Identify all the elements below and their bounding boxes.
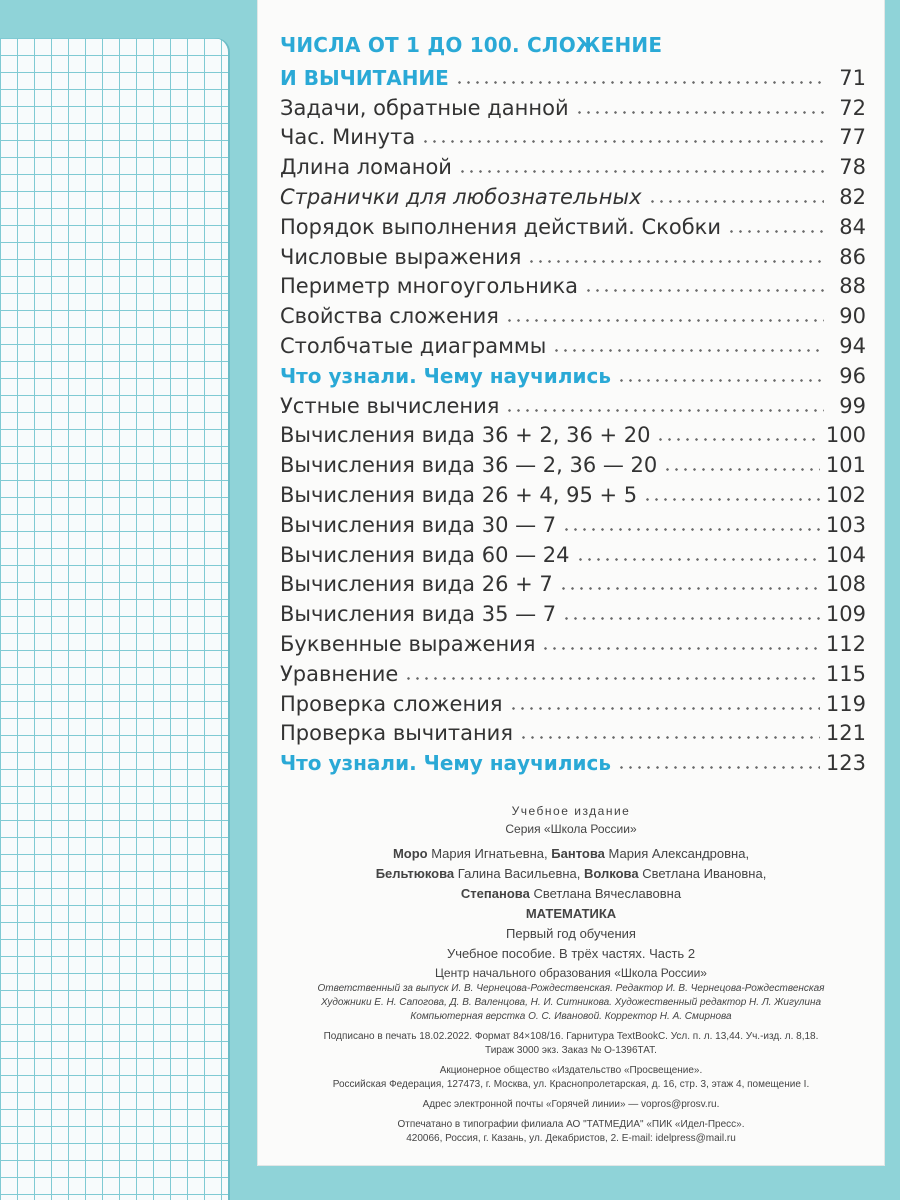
toc-entry-page: 96 — [839, 363, 866, 388]
toc-entry — [280, 537, 866, 567]
toc-entry-page: 109 — [825, 602, 866, 627]
toc-entry-page: 90 — [839, 304, 866, 329]
dot-leader — [575, 111, 824, 114]
toc-entry-page: 94 — [839, 333, 866, 358]
dot-leader — [562, 617, 820, 620]
graph-paper-sheet — [0, 38, 228, 1200]
dot-leader — [509, 707, 820, 710]
dot-leader — [617, 379, 824, 382]
toc-entry-title: Вычисления вида 26 + 7 — [280, 572, 553, 597]
toc-entry — [280, 90, 866, 120]
toc-entry-page: 82 — [839, 184, 866, 209]
dot-leader — [656, 438, 819, 441]
author-surname: Бельтюкова — [375, 866, 455, 881]
toc-entry-page: 121 — [825, 721, 866, 746]
author-surname: Волкова — [583, 866, 639, 881]
toc-entry-title: Вычисления вида 36 — 2, 36 — 20 — [280, 453, 658, 478]
author-given-names: Светлана Ивановна, — [638, 866, 767, 881]
dot-leader — [455, 81, 824, 84]
toc-entry-title: Уравнение — [280, 661, 399, 686]
staff-line-3: Компьютерная верстка О. С. Ивановой. Корректор Н. А. Смирнова — [410, 1011, 732, 1022]
toc-entry — [280, 716, 866, 746]
dot-leader — [643, 498, 820, 501]
toc-entry-title: Задачи, обратные данной — [280, 95, 569, 120]
toc-entry-page: 112 — [825, 631, 866, 656]
toc-entry-title: Устные вычисления — [280, 393, 500, 418]
dot-leader — [505, 319, 824, 322]
toc-entry-page: 102 — [825, 482, 866, 507]
staff-line-1: Ответственный за выпуск И. В. Чернецова-Рождественская. Редактор И. В. Чернецова-Рождественская — [317, 983, 825, 994]
dot-leader — [584, 289, 824, 292]
book-page — [258, 0, 884, 1165]
edition-info: Учебное пособие. В трёх частях. Часть 2 — [446, 946, 696, 961]
toc-entry-title: Вычисления вида 35 — 7 — [280, 602, 557, 627]
toc-entry-title: Периметр многоугольника — [280, 274, 579, 299]
toc-entry — [280, 418, 866, 448]
toc-entry-title: Порядок выполнения действий. Скобки — [280, 214, 721, 239]
toc-entry-page: 77 — [839, 125, 866, 150]
toc-entry-page: 108 — [825, 572, 866, 597]
toc-section-heading: ЧИСЛА ОТ 1 ДО 100. СЛОЖЕНИЕ — [280, 33, 663, 57]
dot-leader — [576, 558, 820, 561]
author-line — [258, 864, 884, 884]
toc-entry-title: Вычисления вида 30 — 7 — [280, 512, 557, 537]
toc-entry — [280, 596, 866, 626]
dot-leader — [552, 349, 824, 352]
toc-entry-title: Проверка сложения — [280, 691, 503, 716]
toc-entry-page: 86 — [839, 244, 866, 269]
print-info-1: Подписано в печать 18.02.2022. Формат 84×108/16. Гарнитура TextBookC. Усл. п. л. 13,44. Уч.-изд. л. 8,18. — [323, 1031, 819, 1042]
author-given-names: Мария Александровна, — [604, 846, 750, 861]
toc-entry — [280, 507, 866, 537]
author-surname: Степанова — [460, 886, 530, 901]
toc-entry-title: Что узнали. Чему научились — [280, 751, 611, 776]
print-info-2: Тираж 3000 экз. Заказ № О-1396ТАТ. — [485, 1045, 657, 1056]
toc-entry-page: 100 — [825, 423, 866, 448]
dot-leader — [727, 230, 824, 233]
dot-leader — [527, 260, 824, 263]
author-given-names: Галина Васильевна, — [454, 866, 584, 881]
toc-entry-title: Проверка вычитания — [280, 721, 513, 746]
toc-entry-title: И ВЫЧИТАНИЕ — [280, 65, 449, 90]
edition-type: Учебное издание — [511, 804, 631, 818]
publisher-line-1: Акционерное общество «Издательство «Просвещение». — [439, 1065, 703, 1076]
toc-entry-title: Вычисления вида 60 — 24 — [280, 542, 570, 567]
toc-entry-title: Вычисления вида 26 + 4, 95 + 5 — [280, 482, 638, 507]
toc-entry-page: 84 — [839, 214, 866, 239]
dot-leader — [541, 647, 819, 650]
toc-entry — [280, 298, 866, 328]
authors-list — [258, 844, 884, 904]
toc-entry — [280, 358, 866, 388]
toc-entry-title: Вычисления вида 36 + 2, 36 + 20 — [280, 423, 651, 448]
toc-entry-page: 104 — [825, 542, 866, 567]
table-of-contents — [280, 30, 866, 775]
staff-line-2: Художники Е. Н. Сапогова, Д. В. Валенцова, Н. И. Ситникова. Художественный редактор Н. Л. Жигулина — [320, 997, 822, 1008]
toc-entry-page: 99 — [839, 393, 866, 418]
toc-entry-title: Странички для любознательных — [280, 184, 642, 209]
toc-entry — [280, 179, 866, 209]
toc-entry-page: 119 — [825, 691, 866, 716]
toc-entry — [280, 477, 866, 507]
toc-entry-title: Буквенные выражения — [280, 631, 536, 656]
toc-entry-page: 78 — [839, 155, 866, 180]
education-center: Центр начального образования «Школа России» — [435, 966, 707, 980]
dot-leader — [559, 587, 820, 590]
toc-entry-page: 123 — [825, 751, 866, 776]
dot-leader — [648, 200, 825, 203]
author-given-names: Мария Игнатьевна, — [427, 846, 552, 861]
author-line — [258, 844, 884, 864]
toc-entry-title: Длина ломаной — [280, 155, 452, 180]
toc-entry — [280, 269, 866, 299]
toc-entry — [280, 567, 866, 597]
toc-entry — [280, 447, 866, 477]
toc-entries — [280, 60, 866, 775]
toc-entry — [280, 388, 866, 418]
toc-entry — [280, 60, 866, 90]
series-name: Серия «Школа России» — [505, 822, 637, 836]
toc-entry-page: 103 — [825, 512, 866, 537]
toc-entry-page: 72 — [839, 95, 866, 120]
hotline-email: Адрес электронной почты «Горячей линии» — vopros@prosv.ru. — [422, 1099, 720, 1110]
toc-entry-page: 101 — [825, 453, 866, 478]
printer-line-2: 420066, Россия, г. Казань, ул. Декабристов, 2. E-mail: idelpress@mail.ru — [406, 1133, 736, 1144]
toc-entry-title: Час. Минута — [280, 125, 416, 150]
toc-entry-title: Свойства сложения — [280, 304, 499, 329]
toc-entry — [280, 626, 866, 656]
dot-leader — [663, 468, 820, 471]
toc-entry-page: 88 — [839, 274, 866, 299]
toc-entry — [280, 745, 866, 775]
toc-entry — [280, 686, 866, 716]
imprint-block — [258, 802, 884, 1146]
author-given-names: Светлана Вячеславовна — [529, 886, 682, 901]
toc-entry — [280, 656, 866, 686]
toc-entry-page: 115 — [825, 661, 866, 686]
dot-leader — [421, 140, 824, 143]
toc-entry — [280, 149, 866, 179]
toc-entry-title: Что узнали. Чему научились — [280, 363, 611, 388]
printer-line-1: Отпечатано в типографии филиала АО "ТАТМЕДИА" «ПИК «Идел-Пресс». — [397, 1119, 745, 1130]
toc-entry — [280, 120, 866, 150]
toc-entry-page: 71 — [839, 65, 866, 90]
toc-entry-title: Числовые выражения — [280, 244, 522, 269]
dot-leader — [404, 677, 820, 680]
toc-entry — [280, 239, 866, 269]
study-year: Первый год обучения — [506, 926, 636, 941]
dot-leader — [562, 528, 820, 531]
dot-leader — [519, 736, 820, 739]
author-line — [258, 884, 884, 904]
toc-entry — [280, 209, 866, 239]
toc-entry-title: Столбчатые диаграммы — [280, 333, 547, 358]
publisher-line-2: Российская Федерация, 127473, г. Москва, ул. Краснопролетарская, д. 16, стр. 3, этаж 4, помещение I. — [332, 1079, 810, 1090]
book-title: МАТЕМАТИКА — [525, 906, 617, 921]
author-surname: Моро — [392, 846, 428, 861]
dot-leader — [617, 766, 820, 769]
author-surname: Бантова — [551, 846, 605, 861]
toc-entry — [280, 328, 866, 358]
dot-leader — [458, 170, 824, 173]
dot-leader — [505, 409, 824, 412]
